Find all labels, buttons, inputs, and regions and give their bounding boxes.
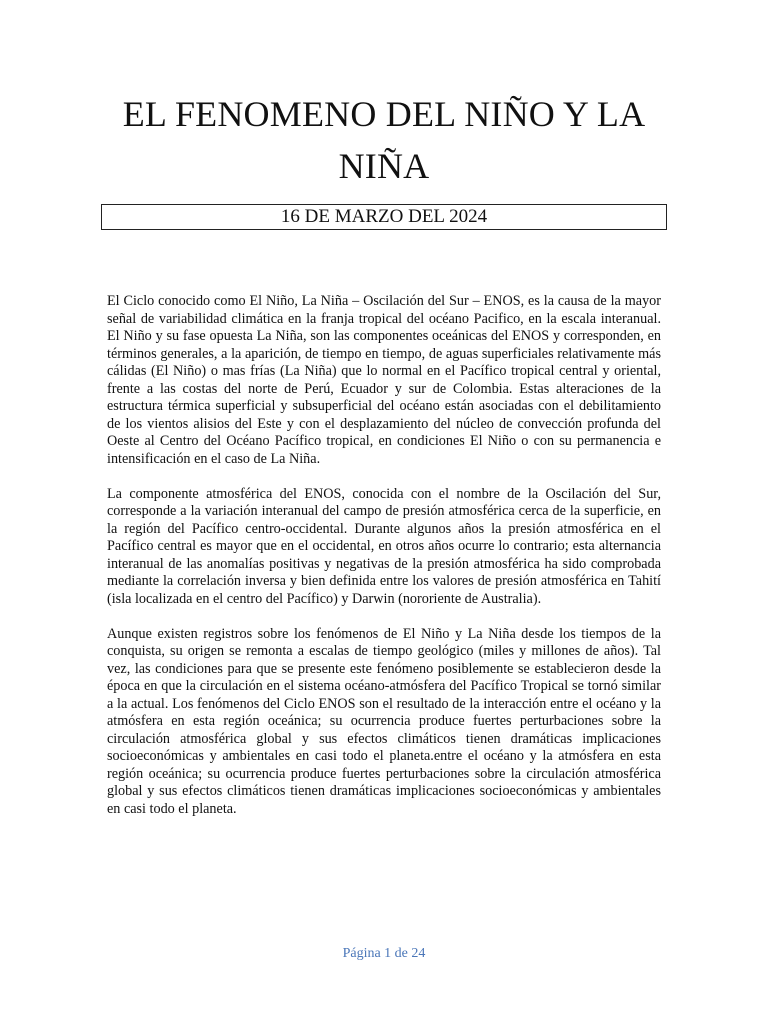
paragraph: El Ciclo conocido como El Niño, La Niña – Oscilación del Sur – ENOS, es la causa de la mayor señal de variabilidad climática en la franja tropical del océano Pacifico, en la escala interanual. El Niño y su fase opuesta La Niña, son las componentes oceánicas del ENOS y corresponden, en términos generales, a la aparición, de tiempo en tiempo, de aguas superficiales relativamente más cálidas (El Niño) o mas frías (La Niña) que lo normal en el Pacífico tropical central y oriental, frente a las costas del norte de Perú, Ecuador y sur de Colombia. Estas alteraciones de la estructura térmica superficial y subsuperficial del océano están asociadas con el debilitamiento de los vientos alisios del Este y con el desplazamiento del núcleo de convección profunda del Oeste al Centro del Océano Pacífico tropical, en condiciones El Niño o con su permanencia e intensificación en el caso de La Niña. (107, 293, 661, 467)
document-title: EL FENOMENO DEL NIÑO Y LA NIÑA (122, 94, 646, 186)
paragraph: Aunque existen registros sobre los fenómenos de El Niño y La Niña desde los tiempos de la conquista, su origen se remonta a escalas de tiempo geológico (miles y millones de años). Tal vez, las condiciones para que se presente este fenómeno posiblemente se establecieron desde la época en que la circulación en el sistema océano-atmósfera del Pacífico Tropical se tornó similar a la actual. Los fenómenos del Ciclo ENOS son el resultado de la interacción entre el océano y la atmósfera en esta región oceánica; su ocurrencia produce fuertes perturbaciones sobre la circulación atmosférica global y sus efectos climáticos tienen dramáticas implicaciones socioeconómicas y ambientales en casi todo el planeta.entre el océano y la atmósfera en esta región oceánica; su ocurrencia produce fuertes perturbaciones sobre la circulación atmosférica global y sus efectos climáticos tienen dramáticas implicaciones socioeconómicas y ambientales en casi todo el planeta. (107, 625, 661, 817)
document-date: 16 DE MARZO DEL 2024 (101, 204, 667, 230)
page-number: Página 1 de 24 (342, 946, 426, 961)
document-body (107, 293, 661, 836)
paragraph: La componente atmosférica del ENOS, conocida con el nombre de la Oscilación del Sur, corresponde a la variación interanual del campo de presión atmosférica cerca de la superficie, en la región del Pacífico centro-occidental. Durante algunos años la presión atmosférica en el Pacífico central es mayor que en el occidental, en otros años ocurre lo contrario; esta alternancia interanual de las anomalías positivas y negativas de la presión atmosférica ha sido comprobada mediante la correlación inversa y bien definida entre los valores de presión atmosférica en Tahití (isla localizada en el centro del Pacífico) y Darwin (nororiente de Australia). (107, 485, 661, 607)
